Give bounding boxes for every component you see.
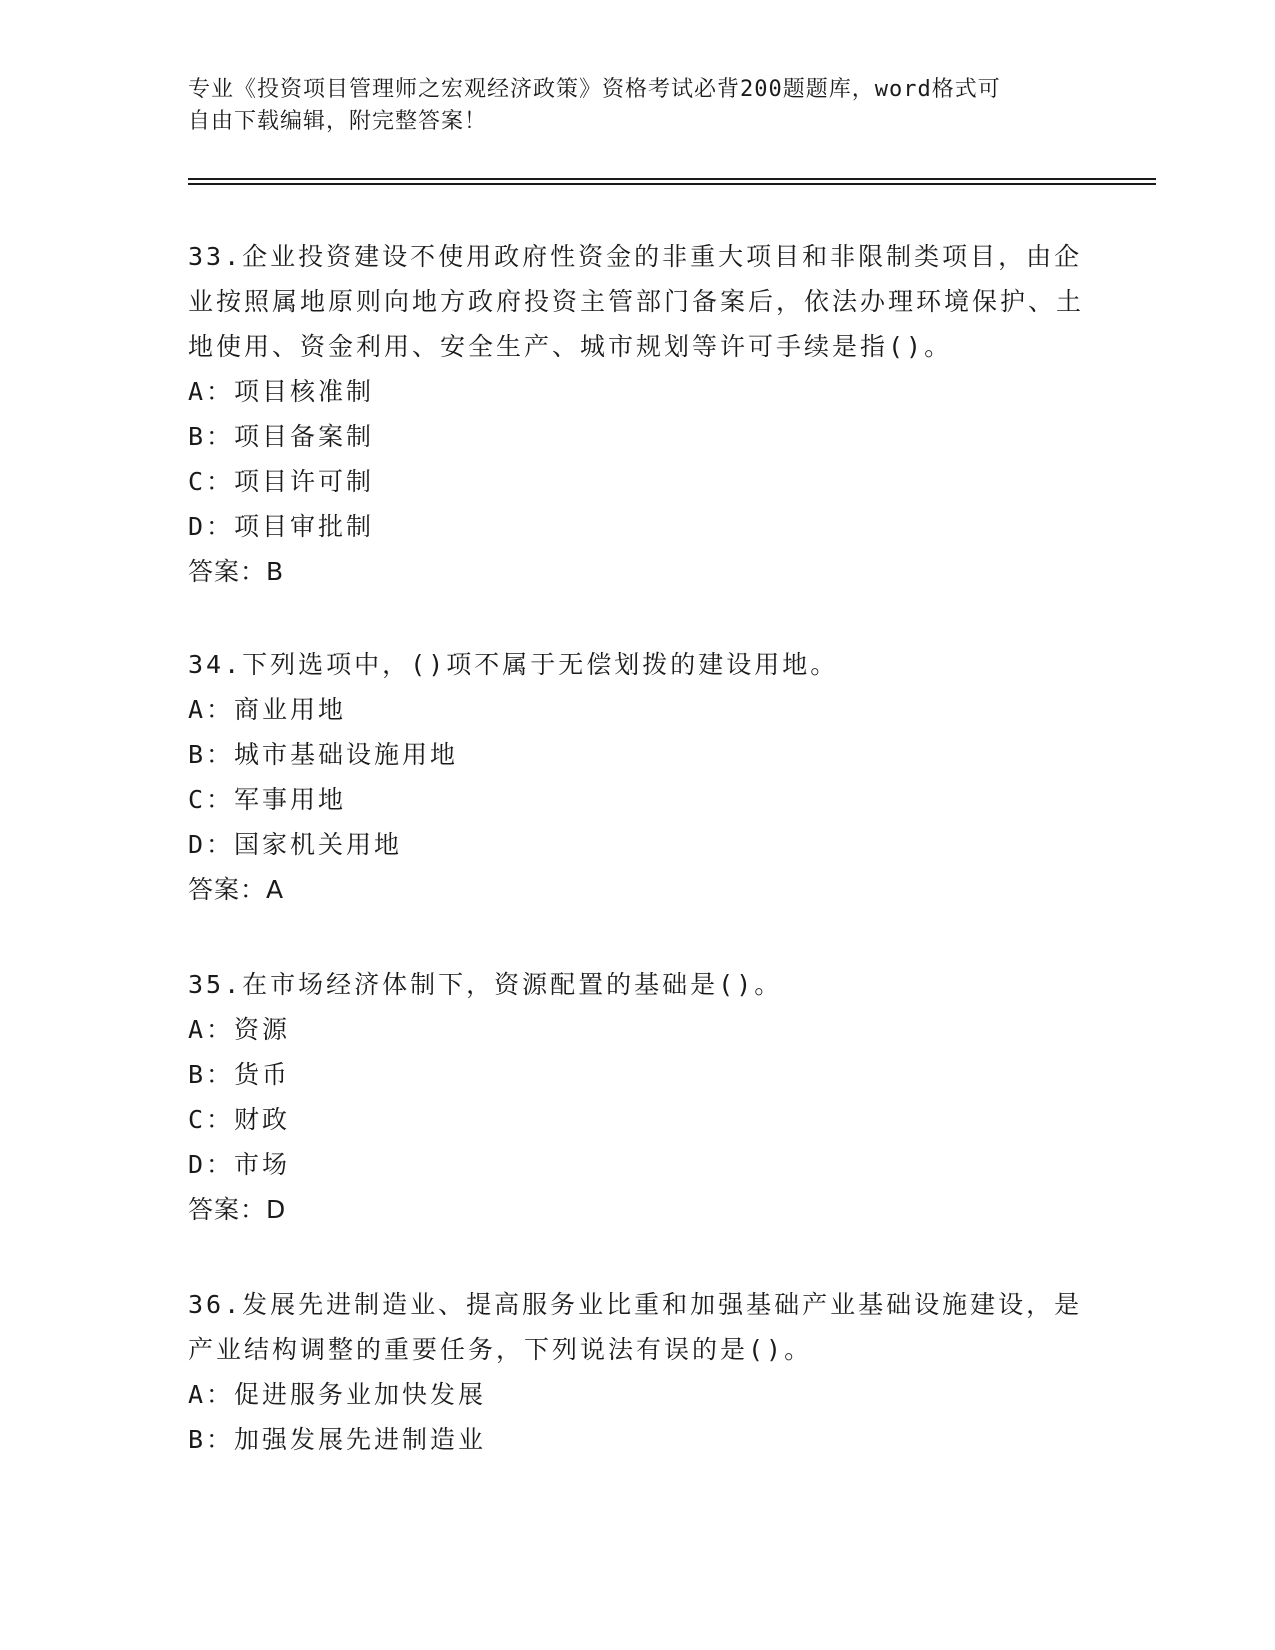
document-header xyxy=(188,74,1088,138)
question-35 xyxy=(188,962,1088,1232)
option-a: A：项目核准制 xyxy=(188,377,375,406)
answer: 答案：B xyxy=(188,557,285,586)
header-divider-bottom xyxy=(188,183,1156,185)
option-d: D：市场 xyxy=(188,1150,291,1179)
option-c: C：军事用地 xyxy=(188,785,347,814)
header-line-2: 自由下载编辑，附完整答案！ xyxy=(188,109,488,134)
option-a: A：促进服务业加快发展 xyxy=(188,1380,487,1409)
answer: 答案：D xyxy=(188,1195,287,1224)
question-stem: 33.企业投资建设不使用政府性资金的非重大项目和非限制类项目，由企业按照属地原则向地方政府投资主管部门备案后，依法办理环境保护、土地使用、资金利用、安全生产、城市规划等许可手续是指()。 xyxy=(188,242,1085,361)
question-34 xyxy=(188,642,1088,912)
answer: 答案：A xyxy=(188,875,285,904)
option-b: B：项目备案制 xyxy=(188,422,375,451)
option-c: C：项目许可制 xyxy=(188,467,375,496)
option-c: C：财政 xyxy=(188,1105,291,1134)
question-stem: 35.在市场经济体制下，资源配置的基础是()。 xyxy=(188,970,783,999)
question-33 xyxy=(188,234,1088,594)
question-stem: 34.下列选项中，()项不属于无偿划拨的建设用地。 xyxy=(188,650,839,679)
question-36 xyxy=(188,1282,1088,1462)
question-stem: 36.发展先进制造业、提高服务业比重和加强基础产业基础设施建设，是产业结构调整的重要任务，下列说法有误的是()。 xyxy=(188,1290,1083,1364)
option-a: A：资源 xyxy=(188,1015,291,1044)
option-b: B：加强发展先进制造业 xyxy=(188,1425,487,1454)
option-a: A：商业用地 xyxy=(188,695,347,724)
option-b: B：城市基础设施用地 xyxy=(188,740,459,769)
header-divider-top xyxy=(188,178,1156,180)
header-line-1: 专业《投资项目管理师之宏观经济政策》资格考试必背200题题库，word格式可 xyxy=(188,77,1001,102)
option-d: D：国家机关用地 xyxy=(188,830,403,859)
option-b: B：货币 xyxy=(188,1060,291,1089)
option-d: D：项目审批制 xyxy=(188,512,375,541)
